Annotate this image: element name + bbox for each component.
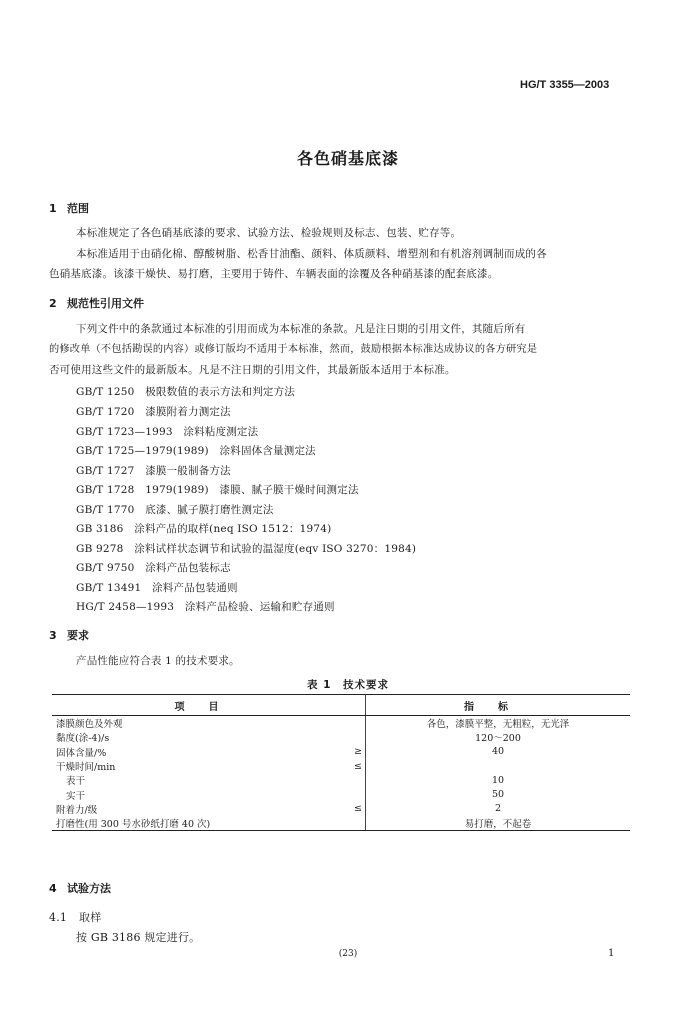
table-cell-item: 实干	[66, 790, 86, 802]
ref-item: GB/T 9750 涂料产品包装标志	[76, 562, 231, 574]
table-cell-item: 打磨性(用 300 号水砂纸打磨 40 次)	[52, 816, 351, 831]
table-row	[52, 816, 630, 831]
section-2-intro-line3: 否可使用这些文件的最新版本。凡是不注日期的引用文件，其最新版本适用于本标准。	[49, 364, 456, 376]
table-row	[52, 759, 630, 773]
ref-item: GB/T 1723—1993 涂料粘度测定法	[76, 426, 259, 438]
section-4-title: 试验方法	[67, 882, 111, 895]
table-cell-item: 干燥时间/min	[56, 762, 116, 774]
table-row	[52, 716, 630, 731]
table-cell-value: 2	[494, 803, 502, 815]
section-2-intro-line1: 下列文件中的条款通过本标准的引用而成为本标准的条款。凡是注日期的引用文件，其随后所有	[76, 323, 526, 335]
section-2-heading	[49, 295, 144, 311]
section-4-number: 4	[49, 882, 57, 895]
requirements-table	[52, 694, 630, 831]
table-header-row	[52, 695, 630, 716]
table-cell-operator	[351, 730, 366, 744]
table-cell-operator	[351, 716, 366, 731]
table-cell-value: 50	[491, 789, 505, 801]
table-cell-operator: ≤	[351, 802, 366, 816]
table-row	[52, 745, 630, 759]
table-cell-operator	[351, 816, 366, 831]
table-cell-operator: ≥	[351, 745, 366, 759]
table-header-item: 项目	[52, 695, 366, 716]
section-1-heading	[49, 200, 89, 216]
table-cell-value: 易打磨，不起卷	[366, 816, 631, 831]
table-cell-item: 漆膜颜色及外观	[56, 719, 123, 731]
section-3-number: 3	[49, 629, 57, 642]
section-4-heading	[49, 880, 111, 896]
table-caption: 表 1 技术要求	[307, 679, 389, 691]
standard-number: HG/T 3355—2003	[520, 79, 610, 91]
ref-item: GB/T 13491 涂料产品包装通则	[76, 582, 238, 594]
table-row	[52, 787, 630, 801]
ref-item: GB/T 1250 极限数值的表示方法和判定方法	[76, 386, 296, 398]
section-4-1-para: 按 GB 3186 规定进行。	[76, 931, 201, 944]
table-cell-operator	[351, 787, 366, 801]
table-cell-value: 10	[491, 774, 505, 786]
table-row	[52, 730, 630, 744]
table-cell-value	[366, 759, 631, 773]
section-3-title: 要求	[67, 629, 89, 642]
table-cell-value: 120～200	[475, 733, 521, 745]
section-2-number: 2	[49, 297, 57, 310]
section-4-1-title: 取样	[79, 911, 102, 924]
ref-item: GB 9278 涂料试样状态调节和试验的温湿度(eqv ISO 3270：1984)	[76, 543, 417, 555]
table-cell-item: 黏度(涂-4)/s	[56, 733, 110, 745]
section-2-title: 规范性引用文件	[67, 297, 144, 310]
section-4-1-heading	[49, 909, 101, 925]
table-row	[52, 802, 630, 816]
table-cell-operator	[351, 773, 366, 787]
section-4-1-number: 4.1	[49, 911, 68, 924]
table-cell-item: 表干	[66, 776, 86, 788]
section-1-para2-line1: 本标准适用于由硝化棉、醇酸树脂、松香甘油酯、颜料、体质颜料、增塑剂和有机溶剂调制而成的各	[76, 248, 547, 260]
table-row	[52, 773, 630, 787]
ref-item: GB 3186 涂料产品的取样(neq ISO 1512：1974)	[76, 523, 332, 535]
section-1-number: 1	[49, 202, 57, 215]
ref-item: GB/T 1770 底漆、腻子膜打磨性测定法	[76, 504, 274, 516]
ref-item: HG/T 2458—1993 涂料产品检验、运输和贮存通则	[76, 601, 335, 613]
page-number: 1	[608, 948, 615, 959]
section-3-heading	[49, 627, 89, 643]
section-3-para: 产品性能应符合表 1 的技术要求。	[76, 655, 240, 667]
section-2-intro-line2: 的修改单（不包括勘误的内容）或修订版均不适用于本标准，然而，鼓励根据本标准达成协议的各方研究是	[49, 344, 538, 355]
ref-item: GB/T 1725—1979(1989) 涂料固体含量测定法	[76, 445, 316, 457]
page-code: (23)	[338, 949, 358, 959]
section-1-para2-line2: 色硝基底漆。该漆干燥快、易打磨，主要用于铸件、车辆表面的涂覆及各种硝基漆的配套底漆。	[49, 268, 499, 280]
section-1-title: 范围	[67, 202, 89, 215]
ref-item: GB/T 1727 漆膜一般制备方法	[76, 465, 231, 477]
table-cell-operator: ≤	[351, 759, 366, 773]
document-title: 各色硝基底漆	[296, 149, 399, 168]
table-cell-item: 固体含量/%	[56, 747, 107, 759]
ref-item: GB/T 1728 1979(1989) 漆膜、腻子膜干燥时间测定法	[76, 484, 359, 496]
section-1-para1: 本标准规定了各色硝基底漆的要求、试验方法、检验规则及标志、包装、贮存等。	[76, 227, 462, 239]
ref-item: GB/T 1720 漆膜附着力测定法	[76, 406, 231, 418]
table-cell-value: 40	[491, 746, 505, 758]
table-header-index: 指标	[366, 695, 631, 716]
table-cell-item: 附着力/级	[56, 804, 98, 816]
table-cell-value: 各色，漆膜平整，无粗粒，无光泽	[426, 719, 570, 731]
